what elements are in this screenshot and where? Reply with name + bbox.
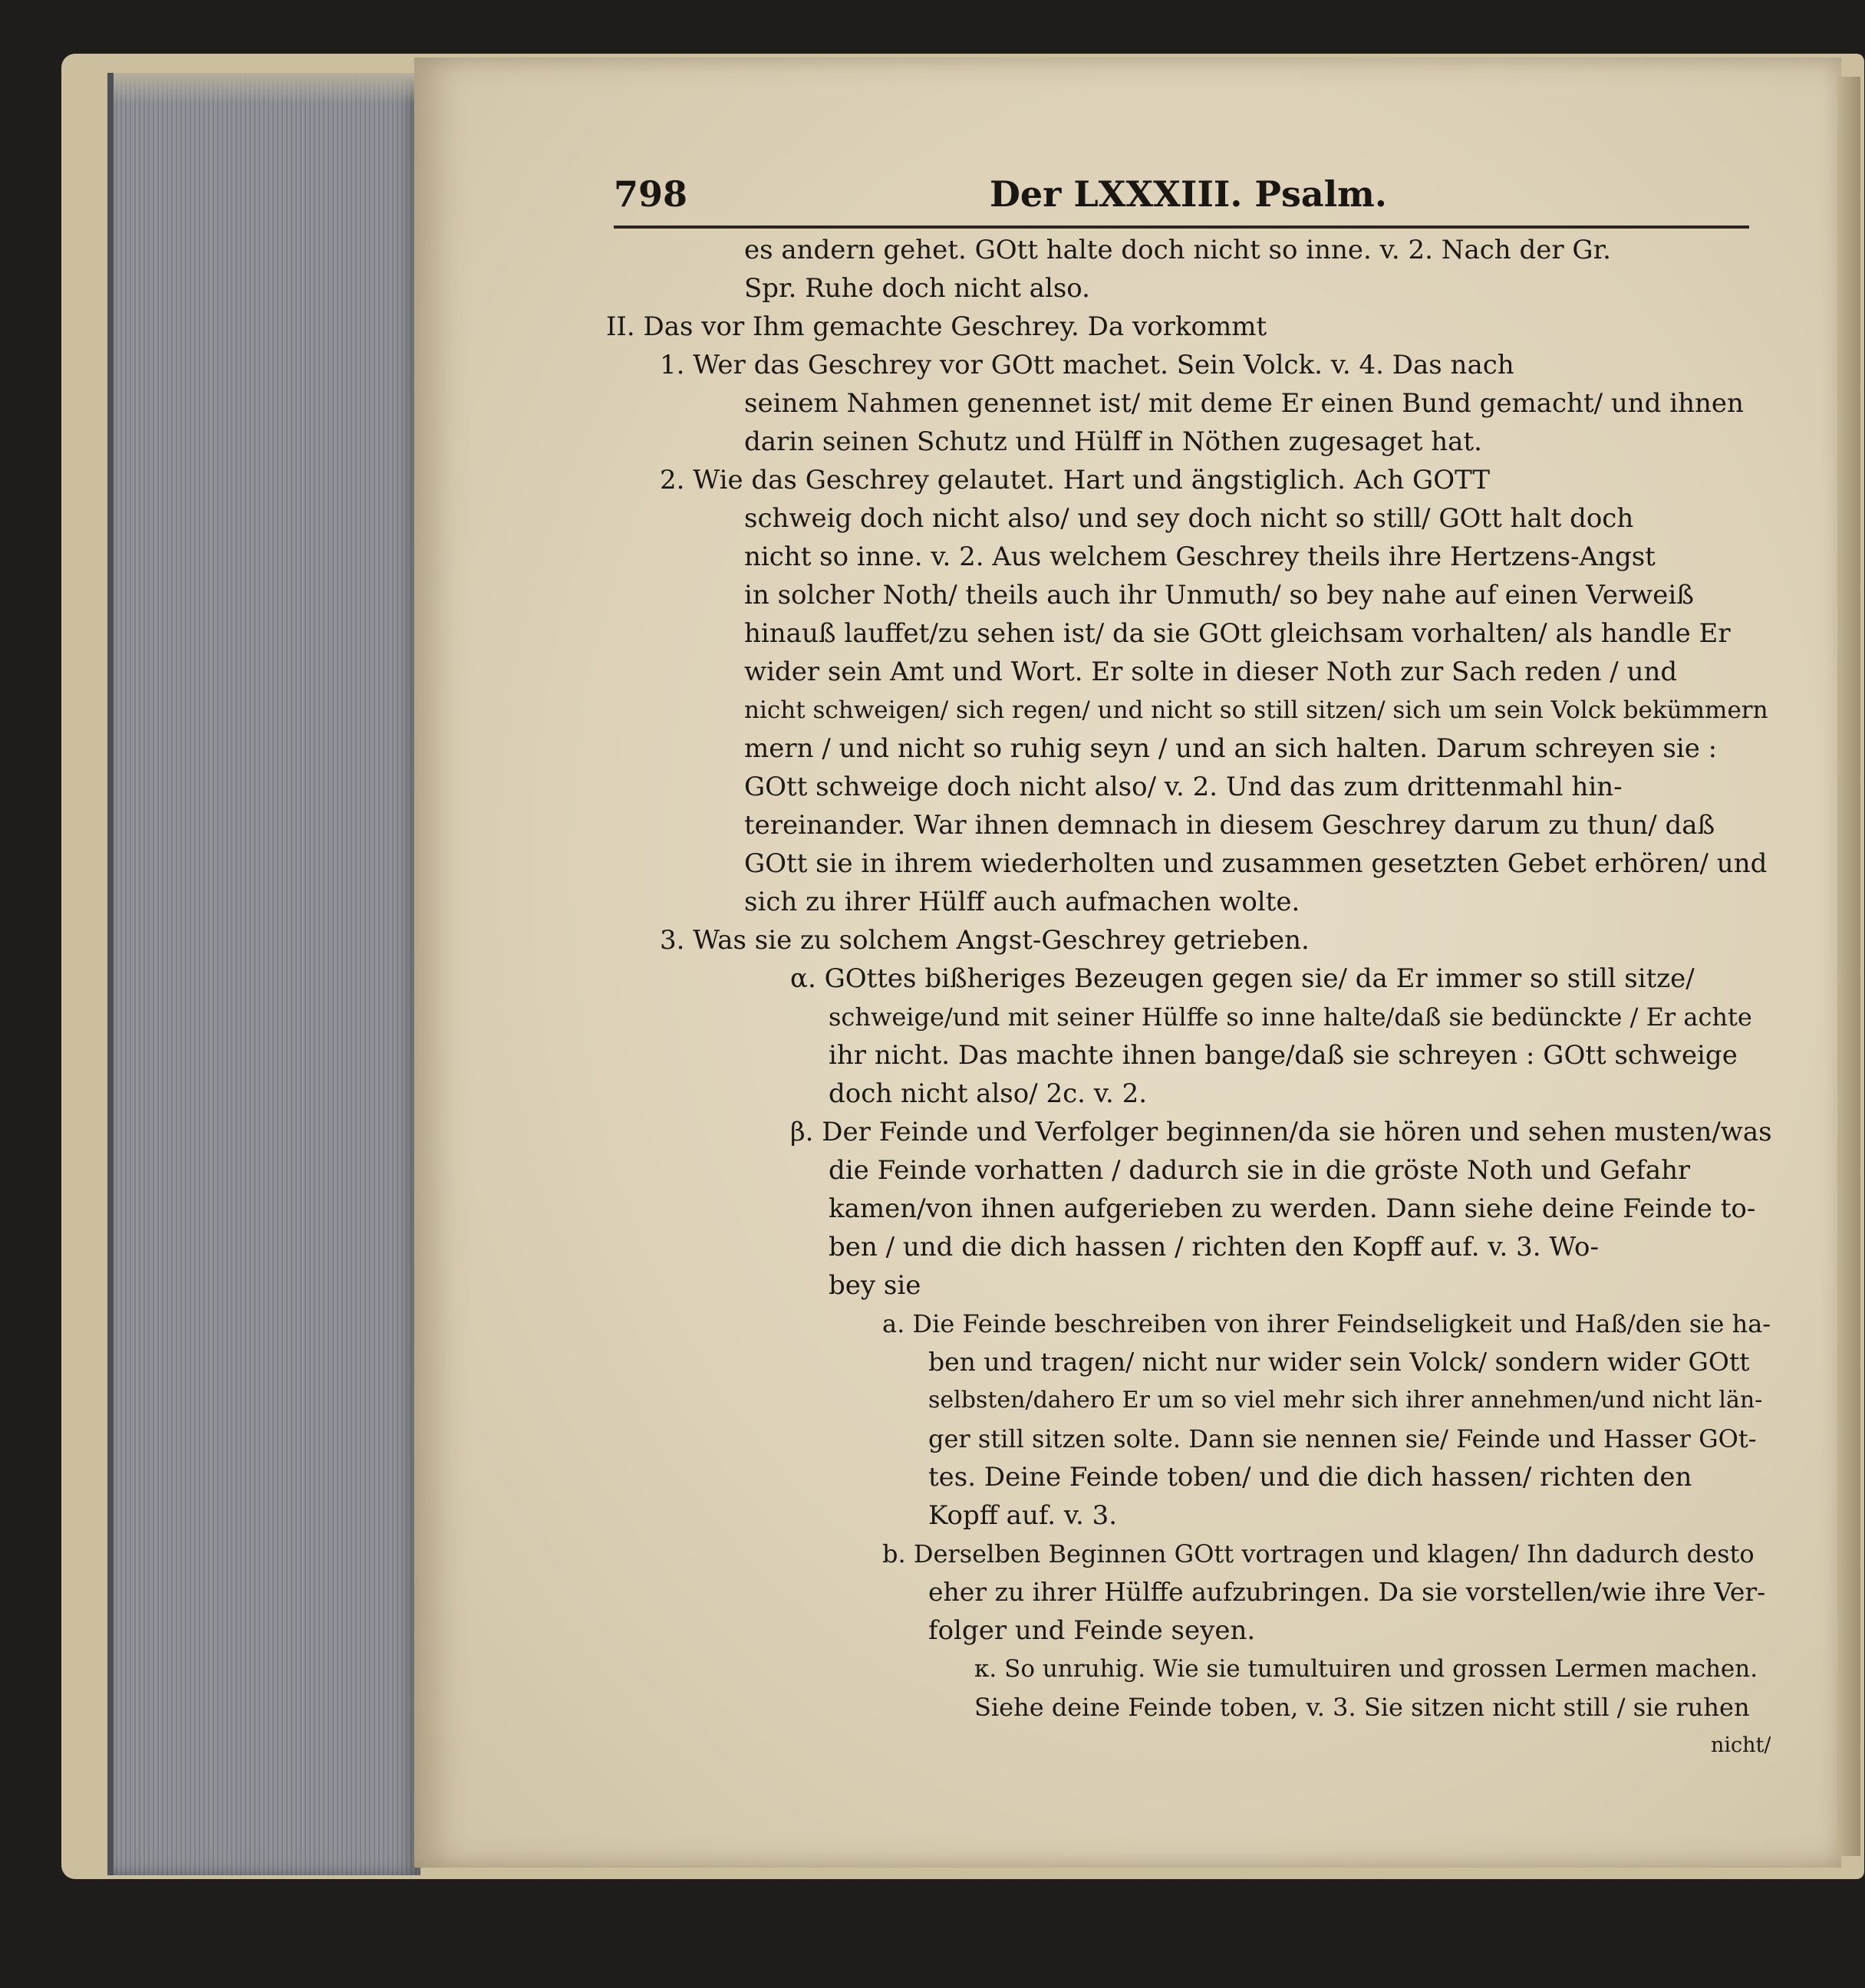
text-line: a. Die Feinde beschreiben von ihrer Feindseligkeit und Haß/den sie ha- <box>882 1309 1771 1338</box>
text-line: hinauß lauffet/zu sehen ist/ da sie GOtt gleichsam vorhalten/ als handle Er <box>744 618 1731 649</box>
header-rule <box>614 225 1749 229</box>
text-line: die Feinde vorhatten / dadurch sie in die gröste Noth und Gefahr <box>829 1155 1691 1186</box>
text-line: folger und Feinde seyen. <box>928 1615 1256 1646</box>
text-line: Siehe deine Feinde toben, v. 3. Sie sitzen nicht still / sie ruhen <box>974 1693 1750 1722</box>
text-line: tes. Deine Feinde toben/ und die dich hassen/ richten den <box>928 1462 1692 1493</box>
text-line: b. Derselben Beginnen GOtt vortragen und klagen/ Ihn dadurch desto <box>882 1539 1755 1568</box>
page-right-edge <box>1837 77 1860 1856</box>
text-line: ger still sitzen solte. Dann sie nennen sie/ Feinde und Hasser GOt- <box>928 1424 1757 1453</box>
text-line: doch nicht also/ 2c. v. 2. <box>829 1078 1148 1109</box>
text-line: Kopff auf. v. 3. <box>928 1500 1118 1531</box>
text-line: kamen/von ihnen aufgerieben zu werden. Dann siehe deine Feinde to- <box>829 1193 1756 1224</box>
text-line: tereinander. War ihnen demnach in diesem Geschrey darum zu thun/ daß <box>744 810 1715 841</box>
text-line: β. Der Feinde und Verfolger beginnen/da sie hören und sehen musten/was <box>790 1117 1772 1147</box>
text-line: κ. So unruhig. Wie sie tumultuiren und grossen Lermen machen. <box>974 1655 1758 1683</box>
text-line: in solcher Noth/ theils auch ihr Unmuth/ so bey nahe auf einen Verweiß <box>744 580 1694 611</box>
text-line: ben und tragen/ nicht nur wider sein Volck/ sondern wider GOtt <box>928 1347 1750 1377</box>
page-header <box>614 169 1749 222</box>
text-line: ihr nicht. Das machte ihnen bange/daß sie schreyen : GOtt schweige <box>829 1040 1738 1071</box>
text-line: II. Das vor Ihm gemachte Geschrey. Da vorkommt <box>606 311 1267 342</box>
text-line: Spr. Ruhe doch nicht also. <box>744 273 1090 304</box>
text-line: GOtt sie in ihrem wiederholten und zusammen gesetzten Gebet erhören/ und <box>744 848 1768 879</box>
text-line: wider sein Amt und Wort. Er solte in dieser Noth zur Sach reden / und <box>744 657 1678 687</box>
text-line: nicht schweigen/ sich regen/ und nicht so still sitzen/ sich um sein Volck bekümmern <box>744 696 1768 724</box>
text-line: 1. Wer das Geschrey vor GOtt machet. Sein Volck. v. 4. Das nach <box>660 350 1514 380</box>
text-line: ben / und die dich hassen / richten den Kopff auf. v. 3. Wo- <box>829 1232 1599 1262</box>
text-line: darin seinen Schutz und Hülff in Nöthen zugesaget hat. <box>744 426 1482 457</box>
text-line: mern / und nicht so ruhig seyn / und an sich halten. Darum schreyen sie : <box>744 733 1718 764</box>
text-line: selbsten/dahero Er um so viel mehr sich ihrer annehmen/und nicht län- <box>928 1387 1763 1414</box>
text-line: sich zu ihrer Hülff auch aufmachen wolte. <box>744 887 1300 917</box>
text-line: schweige/und mit seiner Hülffe so inne halte/daß sie bedünckte / Er achte <box>829 1002 1752 1032</box>
text-line: nicht so inne. v. 2. Aus welchem Geschrey theils ihre Hertzens-Angst <box>744 541 1656 572</box>
text-line: seinem Nahmen genennet ist/ mit deme Er einen Bund gemacht/ und ihnen <box>744 388 1744 419</box>
text-line: 2. Wie das Geschrey gelautet. Hart und ängstiglich. Ach GOTT <box>660 465 1491 495</box>
body-text <box>606 230 1772 1810</box>
page-number: 798 <box>614 173 688 215</box>
text-line: eher zu ihrer Hülffe aufzubringen. Da sie vorstellen/wie ihre Ver- <box>928 1577 1766 1607</box>
text-line: es andern gehet. GOtt halte doch nicht so inne. v. 2. Nach der Gr. <box>744 235 1611 265</box>
book-fore-edge <box>107 73 420 1875</box>
text-line: nicht/ <box>1711 1733 1771 1757</box>
text-line: GOtt schweige doch nicht also/ v. 2. Und das zum drittenmahl hin- <box>744 772 1623 802</box>
text-line: schweig doch nicht also/ und sey doch nicht so still/ GOtt halt doch <box>744 503 1634 534</box>
text-line: bey sie <box>829 1270 921 1301</box>
running-title: Der LXXXIII. Psalm. <box>990 173 1387 215</box>
text-line: 3. Was sie zu solchem Angst-Geschrey getrieben. <box>660 925 1310 956</box>
text-line: α. GOttes bißheriges Bezeugen gegen sie/ da Er immer so still sitze/ <box>790 963 1695 994</box>
